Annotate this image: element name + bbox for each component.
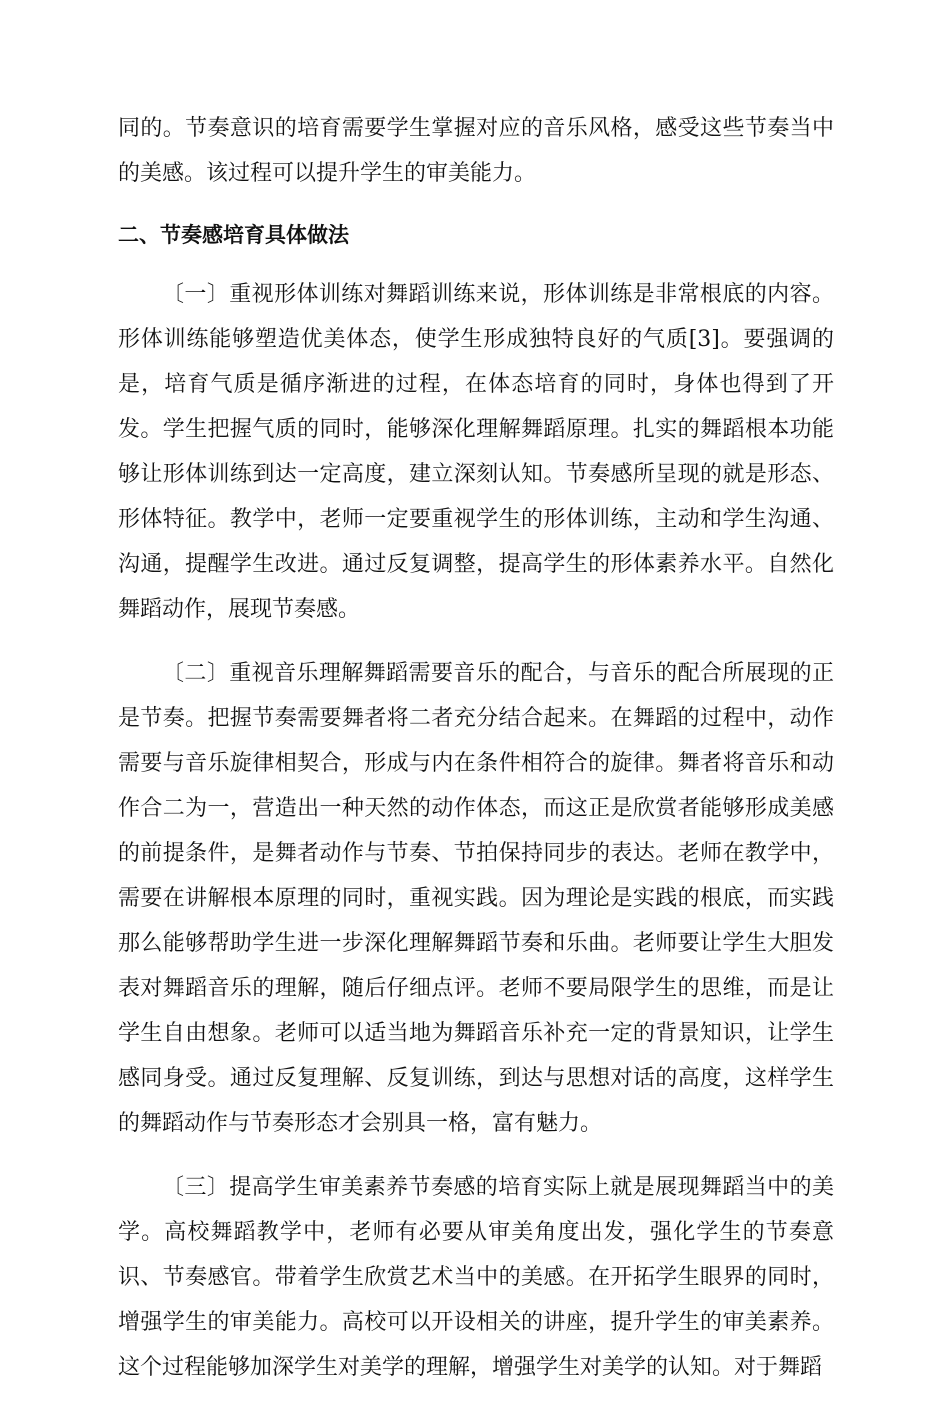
paragraph-physical-training: 〔一〕重视形体训练对舞蹈训练来说，形体训练是非常根底的内容。形体训练能够塑造优美体态，使学生形成独特良好的气质[3]。要强调的是，培育气质是循序渐进的过程，在体态培育的同时，身体也得到了开发。学生把握气质的同时，能够深化理解舞蹈原理。扎实的舞蹈根本功能够让形体训练到达一定高度，建立深刻认知。节奏感所呈现的就是形态、形体特征。教学中，老师一定要重视学生的形体训练，主动和学生沟通、沟通，提醒学生改进。通过反复调整，提高学生的形体素养水平。自然化舞蹈动作，展现节奏感。 (118, 282, 834, 622)
paragraph-aesthetic-quality: 〔三〕提高学生审美素养节奏感的培育实际上就是展现舞蹈当中的美学。高校舞蹈教学中，老师有必要从审美角度出发，强化学生的节奏意识、节奏感官。带着学生欣赏艺术当中的美感。在开拓学生眼界的同时，增强学生的审美能力。高校可以开设相关的讲座，提升学生的审美素养。这个过程能够加深学生对美学的理解，增强学生对美学的认知。对于舞蹈 (118, 1175, 834, 1380)
section-heading: 二、节奏感培育具体做法 (118, 223, 349, 247)
paragraph-music-understanding: 〔二〕重视音乐理解舞蹈需要音乐的配合，与音乐的配合所展现的正是节奏。把握节奏需要舞者将二者充分结合起来。在舞蹈的过程中，动作需要与音乐旋律相契合，形成与内在条件相符合的旋律。舞者将音乐和动作合二为一，营造出一种天然的动作体态，而这正是欣赏者能够形成美感的前提条件，是舞者动作与节奏、节拍保持同步的表达。老师在教学中，需要在讲解根本原理的同时，重视实践。因为理论是实践的根底，而实践那么能够帮助学生进一步深化理解舞蹈节奏和乐曲。老师要让学生大胆发表对舞蹈音乐的理解，随后仔细点评。老师不要局限学生的思维，而是让学生自由想象。老师可以适当地为舞蹈音乐补充一定的背景知识，让学生感同身受。通过反复理解、反复训练，到达与思想对话的高度，这样学生的舞蹈动作与节奏形态才会别具一格，富有魅力。 (118, 661, 834, 1136)
document-body (118, 106, 834, 1409)
paragraph-continuation: 同的。节奏意识的培育需要学生掌握对应的音乐风格，感受这些节奏当中的美感。该过程可以提升学生的审美能力。 (118, 116, 834, 186)
